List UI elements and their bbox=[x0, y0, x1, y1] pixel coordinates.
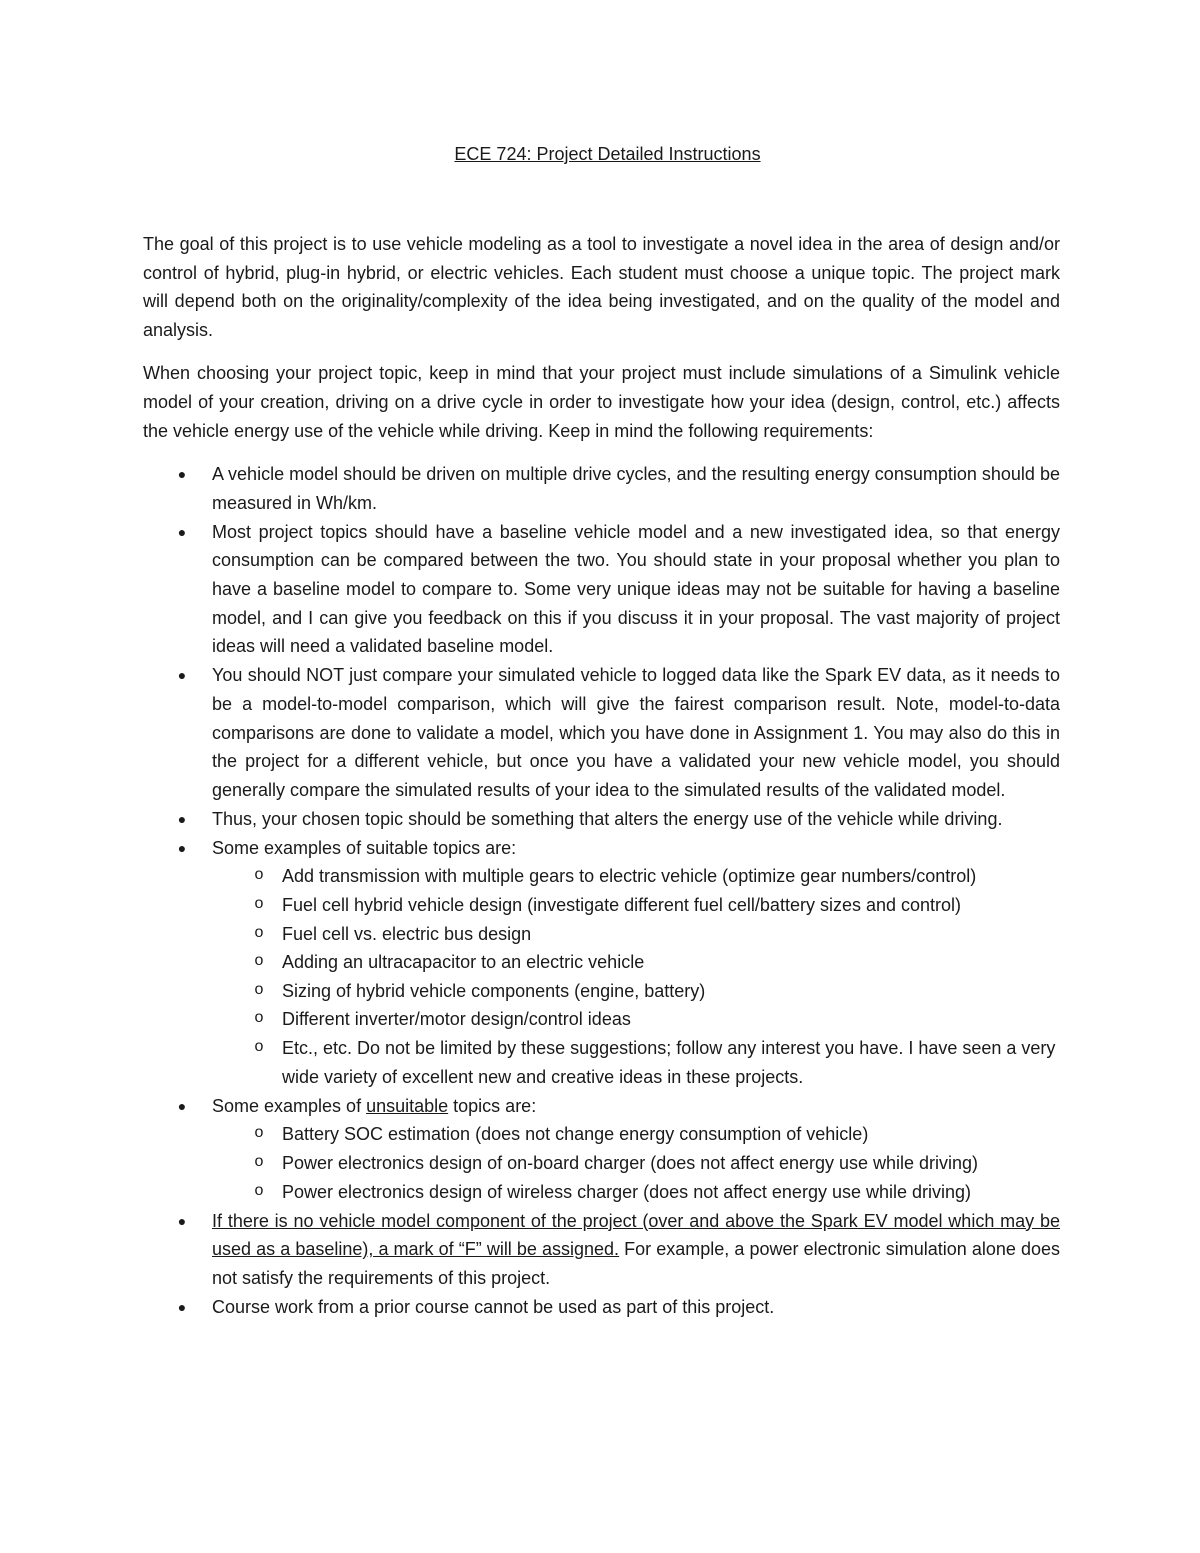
sub-list-item-text: Power electronics design of wireless charger (does not affect energy use while driving) bbox=[282, 1181, 972, 1202]
unsuitable-topics-item bbox=[143, 1092, 1060, 1206]
sub-list-item bbox=[212, 920, 1060, 949]
sub-list-item-text: Power electronics design of on-board charger (does not affect energy use while driving) bbox=[282, 1152, 979, 1173]
sub-list-item-text: Sizing of hybrid vehicle components (engine, battery) bbox=[282, 980, 706, 1001]
sub-bullet-icon: o bbox=[254, 895, 264, 913]
bullet-icon: ● bbox=[177, 667, 187, 684]
sub-list-item-text: Etc., etc. Do not be limited by these suggestions; follow any interest you have. I have seen a very wide variety of excellent new and creative ideas in these projects. bbox=[282, 1038, 1056, 1087]
sub-list-item bbox=[212, 1034, 1060, 1091]
sub-list-item bbox=[212, 977, 1060, 1006]
document-title: ECE 724: Project Detailed Instructions bbox=[454, 144, 761, 164]
sub-list-item bbox=[212, 948, 1060, 977]
no-model-warning-text: For example, a power electronic simulation alone does not satisfy the requirements of this project. bbox=[212, 1239, 1061, 1288]
sub-bullet-icon: o bbox=[254, 980, 264, 998]
bullet-icon: ● bbox=[177, 466, 187, 483]
bullet-icon: ● bbox=[177, 1097, 187, 1114]
sub-list-item bbox=[212, 1178, 1060, 1207]
suitable-topics-label: Some examples of suitable topics are: bbox=[212, 837, 517, 858]
sub-list-item bbox=[212, 1149, 1060, 1178]
sub-list-item bbox=[212, 1005, 1060, 1034]
requirements-list bbox=[143, 460, 1060, 1321]
list-item-text: A vehicle model should be driven on multiple drive cycles, and the resulting energy consumption should be measured in Wh/km. bbox=[212, 464, 1060, 513]
list-item bbox=[143, 805, 1060, 834]
list-item bbox=[143, 1293, 1060, 1322]
sub-bullet-icon: o bbox=[254, 923, 264, 941]
sub-list-item bbox=[212, 862, 1060, 891]
list-item bbox=[143, 661, 1060, 804]
sub-list-item bbox=[212, 1120, 1060, 1149]
unsuitable-label-suffix: topics are: bbox=[448, 1095, 537, 1116]
sub-bullet-icon: o bbox=[254, 866, 264, 884]
sub-bullet-icon: o bbox=[254, 1152, 264, 1170]
sub-list-item-text: Add transmission with multiple gears to electric vehicle (optimize gear numbers/control) bbox=[282, 866, 977, 887]
list-item-text: Thus, your chosen topic should be something that alters the energy use of the vehicle while driving. bbox=[212, 808, 1003, 829]
sub-bullet-icon: o bbox=[254, 1181, 264, 1199]
sub-list-item-text: Fuel cell hybrid vehicle design (investigate different fuel cell/battery sizes and control) bbox=[282, 895, 962, 916]
bullet-icon: ● bbox=[177, 810, 187, 827]
bullet-icon: ● bbox=[177, 1212, 187, 1229]
unsuitable-topics-list bbox=[212, 1120, 1060, 1206]
document-body bbox=[143, 140, 1060, 1322]
sub-list-item-text: Adding an ultracapacitor to an electric vehicle bbox=[282, 952, 645, 973]
list-item-text: You should NOT just compare your simulated vehicle to logged data like the Spark EV data, as it needs to be a model-to-model comparison, which will give the fairest comparison result. Note, model-to-data comparisons are done to validate a model, which you have done in Assignment 1. You may also do this in the project for a different vehicle, but once you have a validated your new vehicle model, you should generally compare the simulated results of your idea to the simulated results of the validated model. bbox=[212, 665, 1060, 800]
no-model-warning-item bbox=[143, 1207, 1060, 1293]
list-item bbox=[143, 518, 1060, 661]
no-model-warning-emphasis: If there is no vehicle model component of the project (over and above the Spark EV model which may be used as a baseline), a mark of “F” will be assigned. bbox=[212, 1210, 1060, 1260]
bullet-icon: ● bbox=[177, 839, 187, 856]
intro-paragraph: The goal of this project is to use vehicle modeling as a tool to investigate a novel idea in the area of design and/or control of hybrid, plug-in hybrid, or electric vehicles. Each student must choose a unique topic. The project mark will depend both on the originality/complexity of the idea being investigated, and on the quality of the model and analysis. bbox=[143, 234, 1060, 340]
bullet-icon: ● bbox=[177, 523, 187, 540]
list-item-text: Most project topics should have a baseline vehicle model and a new investigated idea, so that energy consumption can be compared between the two. You should state in your proposal whether you plan to have a baseline model to compare to. Some very unique ideas may not be suitable for having a baseline model, and I can give you feedback on this if you discuss it in your proposal. The vast majority of project ideas will need a validated baseline model. bbox=[212, 521, 1060, 657]
suitable-topics-list bbox=[212, 862, 1060, 1091]
list-item bbox=[143, 460, 1060, 517]
sub-bullet-icon: o bbox=[254, 1038, 264, 1056]
bullet-icon: ● bbox=[177, 1298, 187, 1315]
sub-list-item bbox=[212, 891, 1060, 920]
list-item-text: Course work from a prior course cannot be used as part of this project. bbox=[212, 1296, 775, 1317]
sub-list-item-text: Different inverter/motor design/control ideas bbox=[282, 1009, 631, 1030]
unsuitable-label-prefix: Some examples of bbox=[212, 1095, 367, 1116]
sub-list-item-text: Battery SOC estimation (does not change energy consumption of vehicle) bbox=[282, 1124, 869, 1145]
unsuitable-label-emphasis: unsuitable bbox=[366, 1095, 449, 1116]
suitable-topics-item bbox=[143, 834, 1060, 1091]
sub-list-item-text: Fuel cell vs. electric bus design bbox=[282, 923, 532, 944]
sub-bullet-icon: o bbox=[254, 1009, 264, 1027]
sub-bullet-icon: o bbox=[254, 1124, 264, 1142]
requirements-intro-paragraph: When choosing your project topic, keep in mind that your project must include simulations of a Simulink vehicle model of your creation, driving on a drive cycle in order to investigate how your idea (design, control, etc.) affects the vehicle energy use of the vehicle while driving. Keep in mind the following requirements: bbox=[143, 363, 1060, 441]
sub-bullet-icon: o bbox=[254, 952, 264, 970]
